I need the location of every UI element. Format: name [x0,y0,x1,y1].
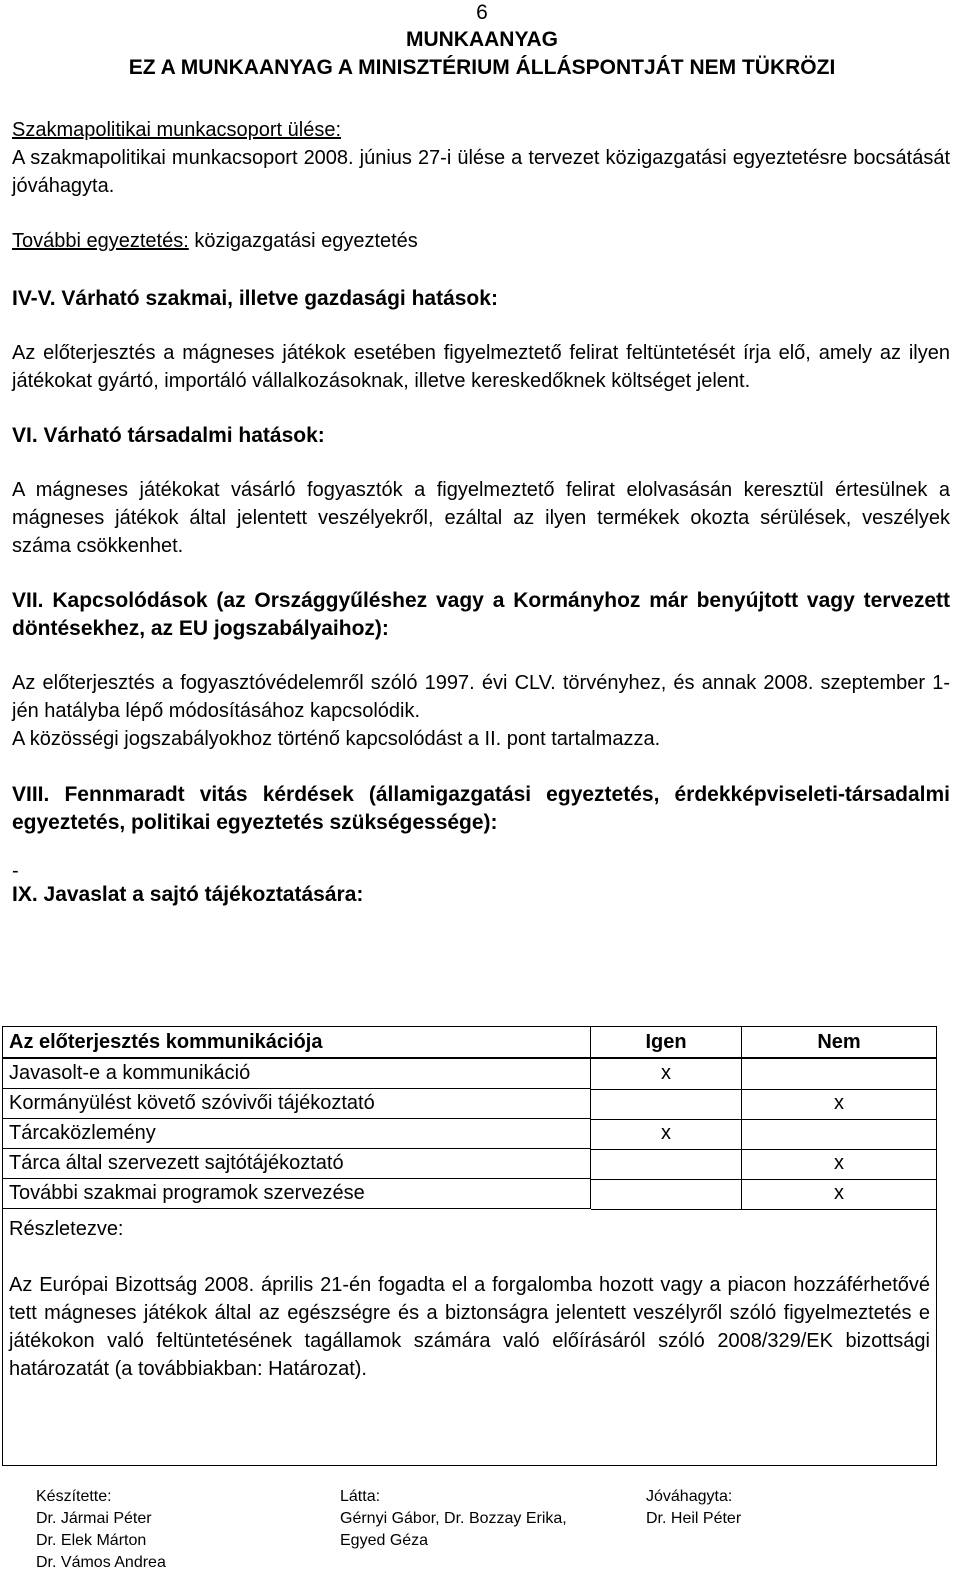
section-vi-title: Várható társadalmi hatások: [37,424,325,447]
row-igen: x [591,1059,742,1090]
row-label: Javasolt-e a kommunikáció [3,1059,591,1089]
szakmapolitikai-title: Szakmapolitikai munkacsoport ülése: [12,119,342,141]
latta-label: Látta: [340,1488,381,1505]
keszitette-name: Dr. Jármai Péter [36,1510,152,1527]
row-igen [591,1179,742,1210]
table-row [3,1119,936,1149]
row-igen [591,1089,742,1120]
row-nem: x [742,1179,936,1210]
table-header-row [3,1027,936,1059]
section-viii-value: - [12,860,19,882]
section-iv-v-num: IV-V. [12,287,56,310]
section-vii-title: Kapcsolódások (az Országgyűléshez vagy a Kormányhoz már benyújtott vagy tervezett döntésekhez, az EU jogszabályaihoz): [12,589,950,640]
section-iv-v-text: Az előterjesztés a mágneses játékok esetében figyelmeztető felirat feltüntetését írja elő, amely az ilyen játékokat gyártó, importáló vállalkozásoknak, illetve kereskedőknek költséget jelent. [12,342,950,392]
header-line-1: MUNKAANYAG [405,28,559,51]
detail-text: Az Európai Bizottság 2008. április 21-én fogadta el a forgalomba hozott vagy a piacon hozzáférhetővé tett mágneses játékok által az egészségre és a biztonságra jelentett veszélyről szóló figyelmeztetés e játékokon való feltüntetésének tagállamok számára való előírásáról szóló 2008/329/EK bizottsági határozatát (a továbbiakban: Határozat). [9,1274,930,1380]
section-vi-text: A mágneses játékokat vásárló fogyasztók a figyelmeztető felirat elolvasásán keresztül értesülnek a mágneses játékok által jelentett veszélyekről, ezáltal az ilyen termékek okozta sérülések, veszélyek száma csökkenhet. [12,479,950,557]
keszitette-name: Dr. Elek Márton [36,1532,147,1549]
section-iv-v-heading [12,285,952,313]
detail-label: Részletezve: [9,1218,124,1240]
header-line-2: EZ A MUNKAANYAG A MINISZTÉRIUM ÁLLÁSPONTJÁT NEM TÜKRÖZI [128,56,836,79]
row-nem: x [742,1089,936,1120]
section-vii-num: VII. [12,589,44,612]
section-vi-heading [12,422,952,450]
table-header-igen: Igen [591,1027,742,1057]
row-label: Tárca által szervezett sajtótájékoztató [3,1149,591,1179]
section-ix-num: IX. [12,883,38,906]
jovahagyta-label: Jóváhagyta: [646,1488,733,1505]
table-header-nem: Nem [817,1030,861,1053]
tovabbi-label: További egyeztetés: [12,230,189,252]
page-number: 6 [476,1,488,24]
row-label: Tárcaközlemény [3,1119,591,1149]
jovahagyta-name: Dr. Heil Péter [646,1510,742,1527]
section-vii-text-2: A közösségi jogszabályokhoz történő kapcsolódást a II. pont tartalmazza. [12,728,661,750]
communication-table [2,1026,937,1466]
table-header-label: Az előterjesztés kommunikációja [3,1027,591,1057]
section-vii-heading [12,587,950,643]
row-igen [591,1149,742,1180]
tovabbi-value: közigazgatási egyeztetés [188,230,418,252]
row-nem [742,1059,936,1090]
keszitette-label: Készítette: [36,1488,112,1505]
section-ix-title: Javaslat a sajtó tájékoztatására: [37,883,364,906]
row-igen: x [591,1119,742,1150]
table-detail [3,1209,936,1383]
footer-col-keszitette [36,1486,166,1574]
row-label: Kormányülést követő szóvivői tájékoztató [3,1089,591,1119]
row-nem: x [742,1149,936,1180]
document-page [12,0,952,909]
footer-col-jovahagyta [646,1486,741,1530]
table-row [3,1089,936,1119]
row-label: További szakmai programok szervezése [3,1179,591,1209]
footer-col-latta [340,1486,567,1552]
latta-name: Egyed Géza [340,1532,429,1549]
table-row [3,1149,936,1179]
section-vii-text-1: Az előterjesztés a fogyasztóvédelemről szóló 1997. évi CLV. törvényhez, és annak 2008. szeptember 1-jén hatályba lépő módosításához kapcsolódik. [12,672,950,722]
section-vi-num: VI. [12,424,38,447]
row-nem [742,1119,936,1150]
section-viii-title: Fennmaradt vitás kérdések (államigazgatási egyeztetés, érdekképviseleti-társadalmi egyeztetés, politikai egyeztetés szükségessége): [12,783,950,834]
section-iv-v-title: Várható szakmai, illetve gazdasági hatások: [55,287,498,310]
section-ix-heading [12,881,952,909]
keszitette-name: Dr. Vámos Andrea [36,1554,166,1571]
szakmapolitikai-text: A szakmapolitikai munkacsoport 2008. június 27-i ülése a tervezet közigazgatási egyeztetésre bocsátását jóváhagyta. [12,147,950,197]
section-viii-heading [12,781,950,837]
latta-name: Gérnyi Gábor, Dr. Bozzay Erika, [340,1510,567,1527]
table-row [3,1179,936,1209]
table-row [3,1059,936,1089]
section-viii-num: VIII. [12,783,50,806]
tovabbi-egyeztetes [12,227,952,255]
